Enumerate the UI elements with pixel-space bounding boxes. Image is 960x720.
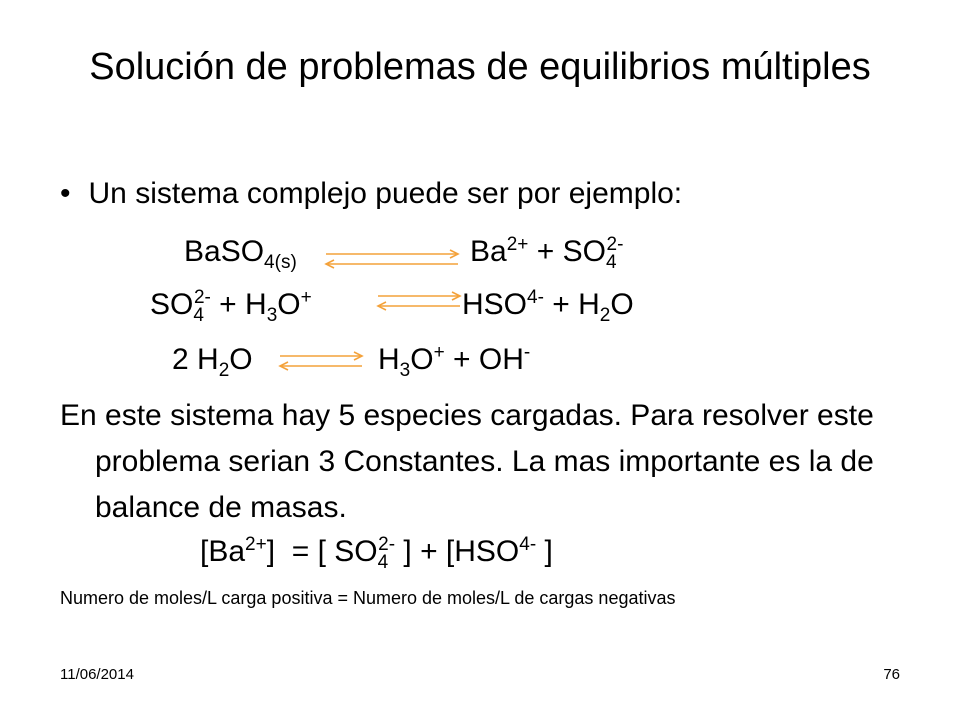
eq1-plus: +	[528, 235, 563, 268]
balance-close-bracket: ]	[536, 535, 553, 568]
eq2-h: H	[245, 288, 267, 321]
balance-hso: ] + [HSO	[395, 535, 520, 568]
eq3-oh-charge: -	[523, 342, 531, 363]
eq3-h-subscript: 2	[218, 360, 230, 381]
balance-so: ] = [ SO	[266, 535, 378, 568]
eq2-h-subscript: 3	[266, 305, 278, 326]
eq3-plus: +	[444, 343, 479, 376]
footer-date: 11/06/2014	[60, 666, 134, 683]
equation-2-right	[462, 287, 634, 326]
eq1-so: SO	[562, 235, 606, 268]
eq2-so-subscript: 4	[193, 305, 204, 326]
eq2-so-charge: 2-	[193, 287, 211, 308]
eq2-so: SO	[150, 288, 194, 321]
eq2-plus-2: +	[543, 288, 579, 321]
bullet-item	[60, 176, 682, 212]
balance-so-subscript: 4	[377, 552, 389, 573]
equation-3-right	[378, 342, 531, 381]
eq1-so-charge: 2-	[606, 234, 624, 255]
bullet-marker: •	[60, 177, 71, 210]
equation-2-left	[150, 287, 312, 326]
eq2-hso-charge: 4-	[527, 287, 544, 308]
equilibrium-arrow-3-icon	[276, 352, 366, 372]
eq3-h3o-o: O	[410, 343, 434, 376]
eq3-coefficient: 2	[172, 343, 198, 376]
eq2-water-subscript: 2	[599, 305, 611, 326]
slide-title: Solución de problemas de equilibrios múltiples	[89, 46, 871, 88]
eq1-phase-label: (s)	[274, 252, 297, 273]
eq1-baso: BaSO	[184, 235, 265, 268]
equation-1-left	[184, 234, 297, 274]
eq2-water-h: H	[578, 288, 600, 321]
charge-balance-note: Numero de moles/L carga positiva = Numero de moles/L de cargas negativas	[60, 588, 676, 608]
equation-3-left	[172, 342, 253, 381]
equilibrium-arrow-1-icon	[322, 250, 462, 270]
eq3-o: O	[229, 343, 253, 376]
balance-ba: [Ba	[200, 535, 246, 568]
eq1-ba: Ba	[470, 235, 507, 268]
eq3-h3o-subscript: 3	[399, 360, 411, 381]
balance-so-charge: 2-	[378, 534, 396, 555]
mass-balance-equation	[200, 534, 553, 573]
eq1-baso-subscript: 4	[264, 252, 275, 273]
explanation-paragraph: En este sistema hay 5 especies cargadas. Para resolver este problema serian 3 Constantes. La mas importante es la de balance de masas.	[60, 399, 874, 524]
balance-ba-charge: 2+	[245, 534, 267, 555]
eq3-h3o-charge: +	[433, 342, 445, 363]
equation-1-right	[470, 234, 624, 273]
eq1-ba-charge: 2+	[506, 234, 529, 255]
eq3-h3o-h: H	[378, 343, 400, 376]
eq2-plus-1: +	[210, 288, 246, 321]
eq3-h: H	[197, 343, 219, 376]
eq2-water-o: O	[610, 288, 634, 321]
footer-page-number: 76	[883, 666, 900, 683]
equilibrium-arrow-2-icon	[374, 292, 464, 312]
balance-hso-charge: 4-	[519, 534, 537, 555]
eq2-o: O	[277, 288, 301, 321]
eq2-hso: HSO	[462, 288, 528, 321]
eq3-oh: OH	[478, 343, 524, 376]
bullet-text: Un sistema complejo puede ser por ejemplo:	[88, 177, 683, 210]
eq2-h3o-charge: +	[300, 287, 312, 308]
eq1-so-subscript: 4	[605, 252, 617, 273]
